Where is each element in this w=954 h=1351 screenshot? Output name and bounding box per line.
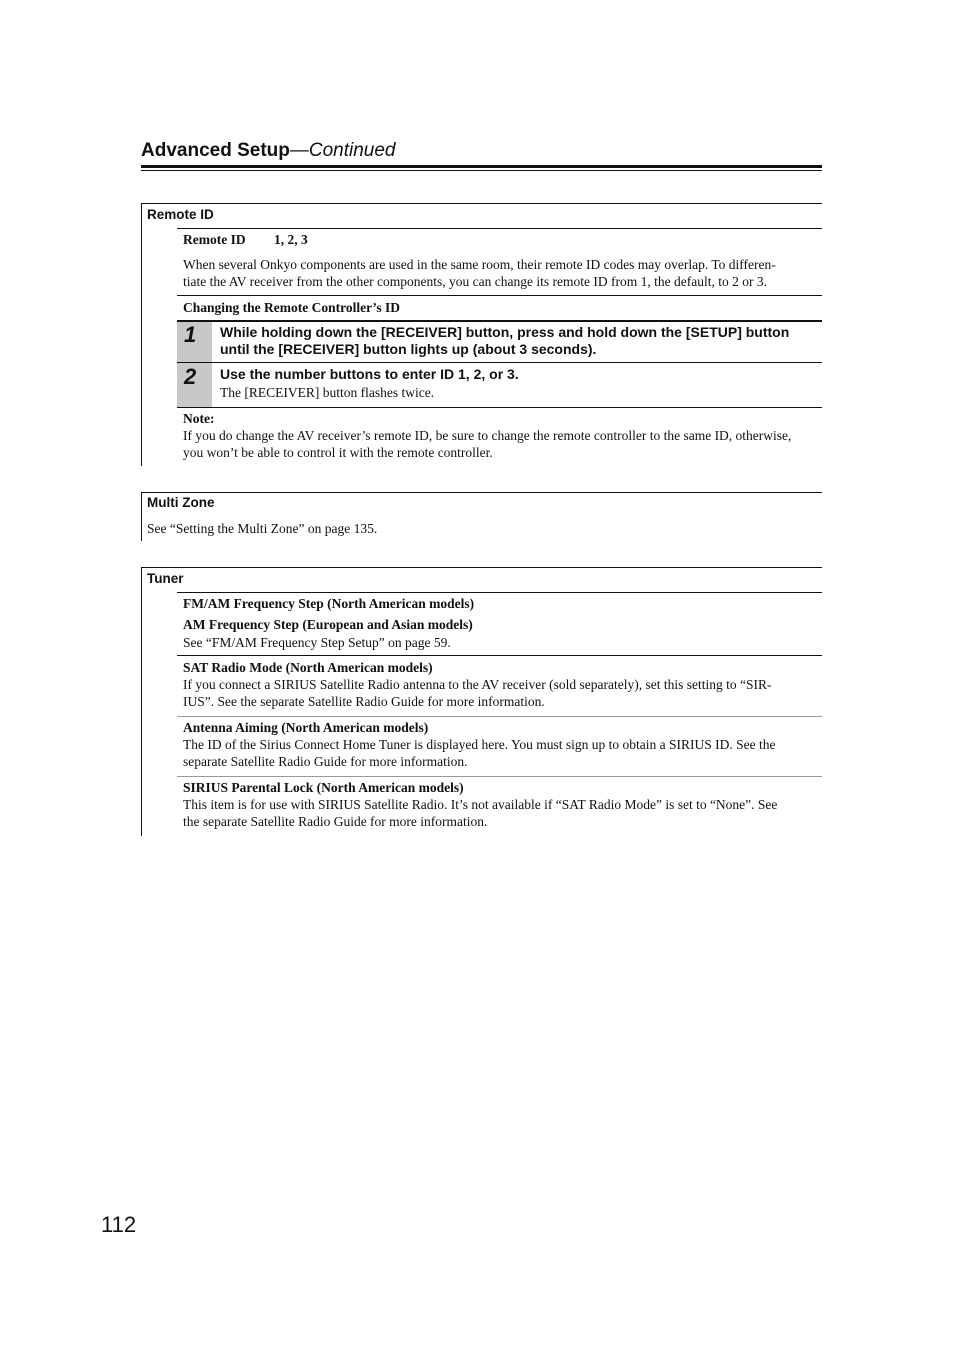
section-divider <box>141 567 822 568</box>
note-text: If you do change the AV receiver’s remote ID, be sure to change the remote controller to the same ID, otherwise, <box>183 428 792 443</box>
header-rule-thin <box>141 170 822 171</box>
page-header <box>141 140 396 162</box>
item-text: separate Satellite Radio Guide for more information. <box>183 754 468 769</box>
subsection-divider <box>177 776 822 777</box>
item-text: If you connect a SIRIUS Satellite Radio antenna to the AV receiver (sold separately), set this setting to “SIR- <box>183 677 772 692</box>
subsection-divider <box>177 592 822 593</box>
item-heading: SIRIUS Parental Lock (North American models) <box>183 780 464 795</box>
page-number: 112 <box>101 1212 137 1237</box>
setting-values: 1, 2, 3 <box>274 232 308 247</box>
item-text: the separate Satellite Radio Guide for more information. <box>183 814 488 829</box>
description-line: tiate the AV receiver from the other components, you can change its remote ID from 1, the default, to 2 or 3. <box>183 274 767 289</box>
item-text: See “FM/AM Frequency Step Setup” on page 59. <box>183 635 451 650</box>
subsection-divider <box>177 228 822 229</box>
subsection-divider <box>177 716 822 717</box>
note-text: you won’t be able to control it with the remote controller. <box>183 445 493 460</box>
header-title: Advanced Setup <box>141 140 290 161</box>
description-line: When several Onkyo components are used in the same room, their remote ID codes may overlap. To differen- <box>183 257 776 272</box>
note-label: Note: <box>183 411 215 426</box>
step-divider <box>177 407 822 408</box>
step-number: 2 <box>184 364 197 389</box>
step-text: While holding down the [RECEIVER] button, press and hold down the [SETUP] button <box>220 324 790 340</box>
section-left-border <box>141 203 142 466</box>
procedure-title: Changing the Remote Controller’s ID <box>183 300 400 315</box>
item-text: The ID of the Sirius Connect Home Tuner is displayed here. You must sign up to obtain a SIRIUS ID. See the <box>183 737 776 752</box>
item-heading: FM/AM Frequency Step (North American models) <box>183 596 475 611</box>
section-title: Multi Zone <box>147 495 215 510</box>
section-title: Remote ID <box>147 207 214 222</box>
item-heading: SAT Radio Mode (North American models) <box>183 660 433 675</box>
item-text: IUS”. See the separate Satellite Radio Guide for more information. <box>183 694 545 709</box>
section-divider <box>141 203 822 204</box>
step-text: until the [RECEIVER] button lights up (about 3 seconds). <box>220 341 597 357</box>
header-continued: —Continued <box>289 140 396 161</box>
item-heading: Antenna Aiming (North American models) <box>183 720 429 735</box>
step-number: 1 <box>184 322 197 347</box>
section-left-border <box>141 492 142 541</box>
subsection-divider <box>177 655 822 656</box>
step-divider <box>177 320 822 322</box>
section-title: Tuner <box>147 571 184 586</box>
subsection-divider <box>177 295 822 296</box>
section-text: See “Setting the Multi Zone” on page 135. <box>147 521 378 536</box>
header-rule-thick <box>141 165 822 168</box>
step-text: Use the number buttons to enter ID 1, 2, or 3. <box>220 366 519 382</box>
setting-label: Remote ID <box>183 232 246 247</box>
section-left-border <box>141 567 142 836</box>
step-note: The [RECEIVER] button flashes twice. <box>220 385 435 400</box>
step-divider <box>177 362 822 363</box>
section-divider <box>141 492 822 493</box>
item-text: This item is for use with SIRIUS Satellite Radio. It’s not available if “SAT Radio Mode” is set to “None”. See <box>183 797 778 812</box>
item-heading: AM Frequency Step (European and Asian models) <box>183 617 473 632</box>
